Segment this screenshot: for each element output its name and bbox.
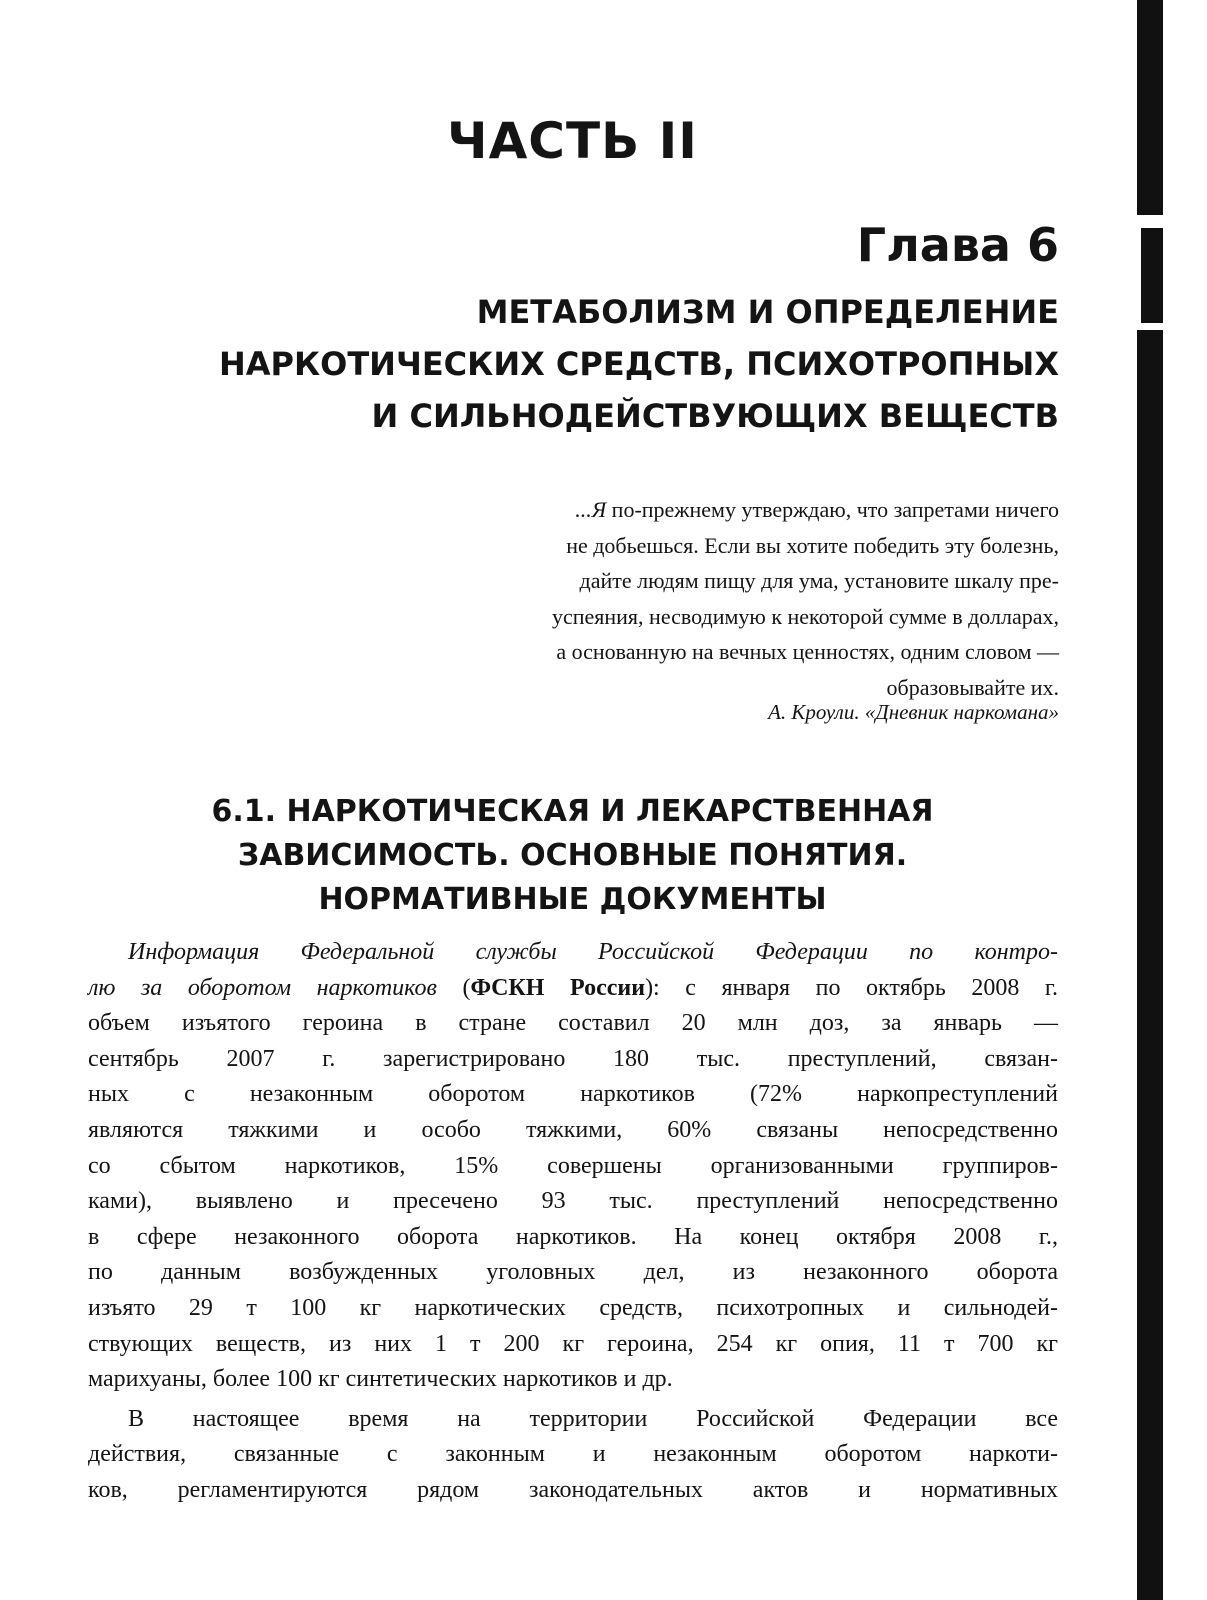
binding-shadow-segment (1137, 330, 1163, 1600)
body-text (88, 935, 1058, 1509)
text-line: объем изъятого героина в стране составил 20 млн доз, за январь — (88, 1010, 1058, 1037)
text-line: по данным возбужденных уголовных дел, из незаконного оборота (88, 1259, 1058, 1286)
text-line: ствующих веществ, из них 1 т 200 кг героина, 254 кг опия, 11 т 700 кг (88, 1330, 1058, 1357)
text-line: изъято 29 т 100 кг наркотических средств, психотропных и сильнодей- (88, 1294, 1058, 1321)
chapter-number: Глава 6 (856, 218, 1059, 272)
text-line: В настоящее время на территории Российской Федерации все (128, 1405, 1058, 1432)
chapter-title-line: МЕТАБОЛИЗМ И ОПРЕДЕЛЕНИЕ (476, 293, 1059, 331)
epigraph-line: успеяния, несводимую к некоторой сумме в долларах, (551, 603, 1059, 629)
section-heading-line: НОРМАТИВНЫЕ ДОКУМЕНТЫ (318, 882, 827, 917)
bold-phrase: ФСКН России (470, 974, 646, 1001)
chapter-title-line: И СИЛЬНОДЕЙСТВУЮЩИХ ВЕЩЕСТВ (371, 397, 1059, 435)
text-line: со сбытом наркотиков, 15% совершены организованными группиров- (88, 1152, 1058, 1179)
epigraph-line: не добьешься. Если вы хотите победить эту болезнь, (566, 532, 1059, 558)
epigraph (339, 492, 1059, 705)
text-line: ков, регламентируются рядом законодательных актов и нормативных (88, 1476, 1058, 1503)
binding-shadow-segment (1141, 228, 1163, 323)
text-line: Информация Федеральной службы Российской Федерации по контро- (128, 939, 1058, 965)
text-line: являются тяжкими и особо тяжкими, 60% связаны непосредственно (88, 1116, 1058, 1143)
epigraph-source: А. Кроули. «Дневник наркомана» (768, 700, 1059, 724)
text-line: действия, связанные с законным и незаконным оборотом наркоти- (88, 1441, 1058, 1468)
text-line: ками), выявлено и пресечено 93 тыс. преступлений непосредственно (88, 1188, 1058, 1215)
epigraph-line: а основанную на вечных ценностях, одним словом — (556, 639, 1059, 664)
text-line: сентябрь 2007 г. зарегистрировано 180 тыс. преступлений, связан- (88, 1045, 1058, 1072)
section-heading-line: ЗАВИСИМОСТЬ. ОСНОВНЫЕ ПОНЯТИЯ. (237, 838, 908, 873)
section-heading-line: 6.1. НАРКОТИЧЕСКАЯ И ЛЕКАРСТВЕННАЯ (211, 794, 934, 829)
paragraph-1 (88, 935, 1058, 1398)
text-line: в сфере незаконного оборота наркотиков. На конец октября 2008 г., (88, 1223, 1058, 1250)
text-line: марихуаны, более 100 кг синтетических наркотиков и др. (88, 1366, 673, 1393)
text-line: ных с незаконным оборотом наркотиков (72% наркопреступлений (88, 1081, 1058, 1108)
epigraph-line (339, 492, 1059, 528)
scan-binding-edge (1133, 0, 1167, 1600)
chapter-title (59, 286, 1059, 442)
text-line: лю за оборотом наркотиков (ФСКН России): с января по октябрь 2008 г. (88, 974, 1059, 1001)
epigraph-line: дайте людям пищу для ума, установите шкалу пре- (579, 568, 1059, 593)
chapter-title-line: НАРКОТИЧЕСКИХ СРЕДСТВ, ПСИХОТРОПНЫХ (218, 345, 1059, 383)
italic-phrase: лю за оборотом наркотиков (88, 974, 437, 1001)
part-title: ЧАСТЬ II (447, 112, 698, 170)
section-heading (0, 790, 1145, 922)
epigraph-lead: ...Я (575, 497, 607, 522)
binding-shadow-segment (1137, 0, 1163, 215)
epigraph-line-text: по-прежнему утверждаю, что запретами ничего (606, 497, 1059, 522)
epigraph-line: образовывайте их. (886, 674, 1059, 700)
paragraph-2 (88, 1402, 1058, 1509)
